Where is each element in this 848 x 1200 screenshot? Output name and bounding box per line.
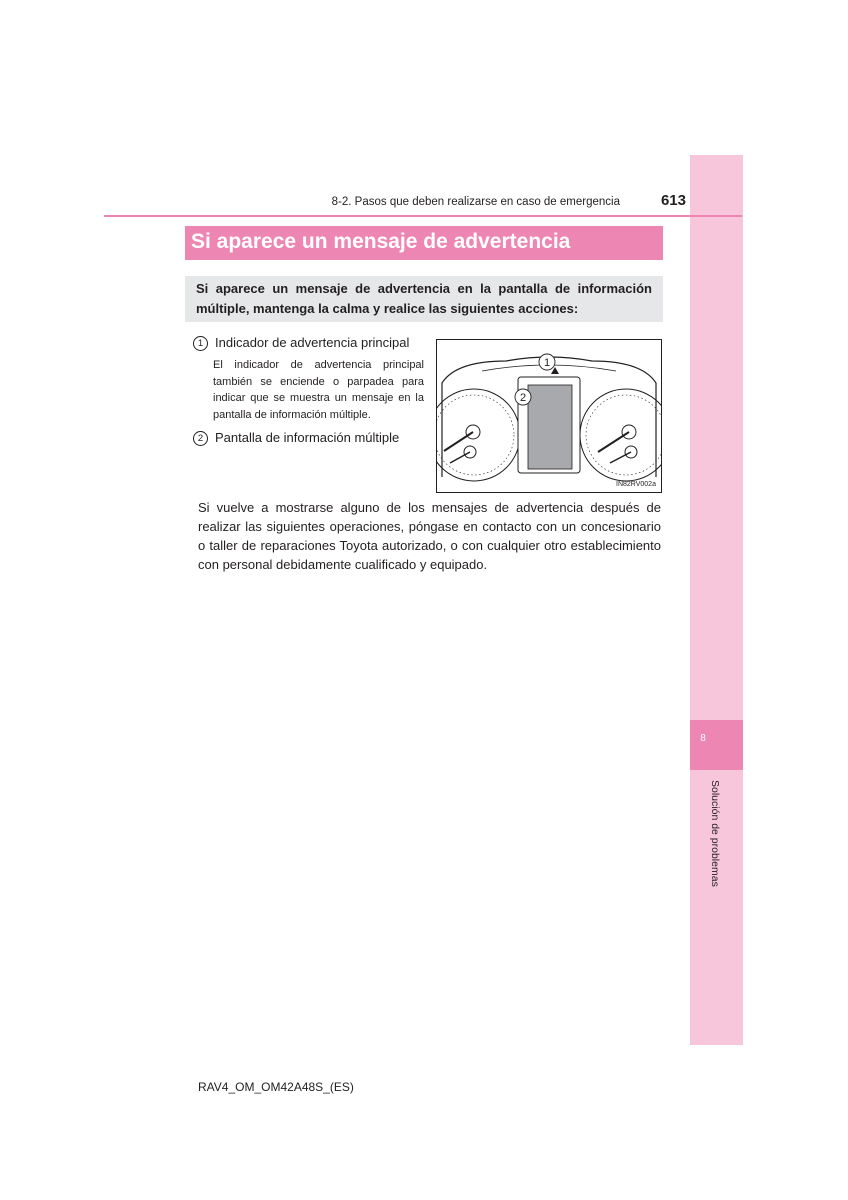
footer-document-code: RAV4_OM_OM42A48S_(ES) [198,1080,354,1094]
header-section-title: 8-2. Pasos que deben realizarse en caso de emergencia [331,196,620,208]
svg-text:2: 2 [519,392,527,404]
intro-box [185,276,663,322]
side-chapter-tab-active [690,720,743,770]
svg-text:1: 1 [543,357,551,369]
section-title-bar [185,226,663,260]
callout-2 [515,389,531,405]
page-number: 613 [660,192,686,209]
figure-code: IN82RV002a [616,481,656,488]
multi-information-display [528,385,572,469]
item-label: Pantalla de información múltiple [215,430,400,445]
callout-1 [539,354,555,370]
item-label: Indicador de advertencia principal [215,335,410,350]
section-title: Si aparece un mensaje de advertencia [191,230,571,253]
side-chapter-tab [690,155,743,1045]
item-number-circle: 1 [193,336,208,351]
instrument-cluster-illustration [436,339,662,493]
chapter-number: 8 [700,733,706,744]
list-item-main-warning [193,335,409,351]
chapter-label: Solución de problemas [709,780,721,887]
item-description: El indicador de advertencia principal también se enciende o parpadea para indicar que se muestra un mensaje en la pantalla de información múltiple. [213,359,424,421]
item-number-circle: 2 [193,431,208,446]
body-paragraph: Si vuelve a mostrarse alguno de los mensajes de advertencia después de realizar las siguientes operaciones, póngase en contacto con un concesionario o taller de reparaciones Toyota autorizado, o con cualquier otro establecimiento con personal debidamente cualificado y equipado. [198,500,661,572]
list-item-multi-info-display [193,430,399,446]
header-rule [104,215,742,217]
intro-text: Si aparece un mensaje de advertencia en la pantalla de información múltiple, mantenga la calma y realice las siguientes acciones: [196,281,652,316]
